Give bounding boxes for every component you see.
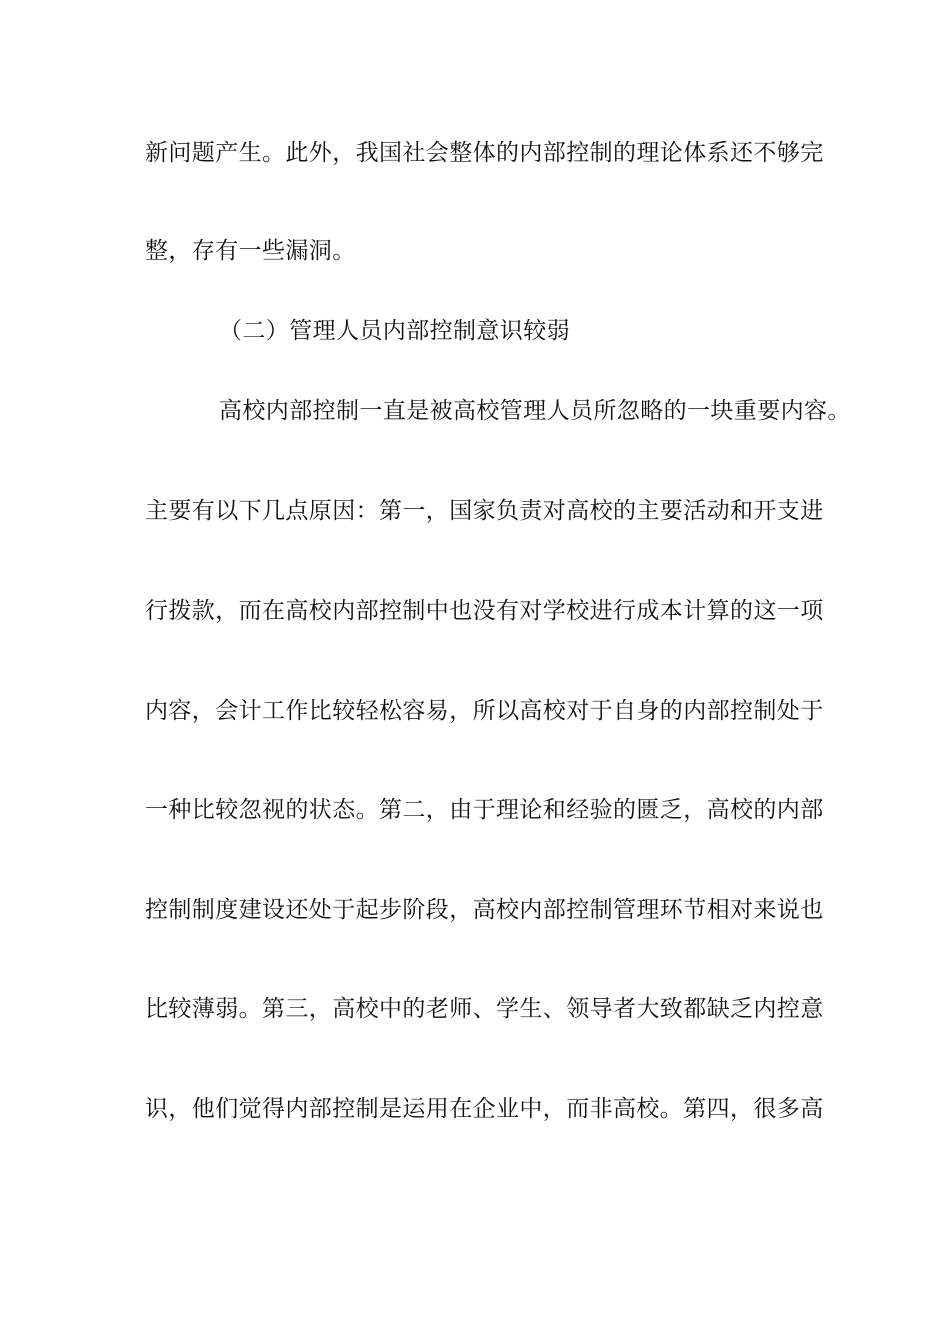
body-text-line: 识，他们觉得内部控制是运用在企业中，而非高校。第四，很多高 xyxy=(145,1096,824,1122)
body-text-line: 主要有以下几点原因：第一，国家负责对高校的主要活动和开支进 xyxy=(145,498,824,524)
body-text-line: 内容，会计工作比较轻松容易，所以高校对于自身的内部控制处于 xyxy=(145,698,824,724)
section-heading: （二）管理人员内部控制意识较弱 xyxy=(219,318,570,344)
body-text-line: 整，存有一些漏洞。 xyxy=(145,238,356,264)
body-text-line: 行拨款，而在高校内部控制中也没有对学校进行成本计算的这一项 xyxy=(145,598,824,624)
body-text-line: 控制制度建设还处于起步阶段，高校内部控制管理环节相对来说也 xyxy=(145,897,824,923)
body-text-line: 新问题产生。此外，我国社会整体的内部控制的理论体系还不够完 xyxy=(145,140,824,166)
body-text-line: 比较薄弱。第三，高校中的老师、学生、领导者大致都缺乏内控意 xyxy=(145,996,824,1022)
paragraph-first-line: 高校内部控制一直是被高校管理人员所忽略的一块重要内容。 xyxy=(219,398,851,424)
body-text-line: 一种比较忽视的状态。第二，由于理论和经验的匮乏，高校的内部 xyxy=(145,797,824,823)
